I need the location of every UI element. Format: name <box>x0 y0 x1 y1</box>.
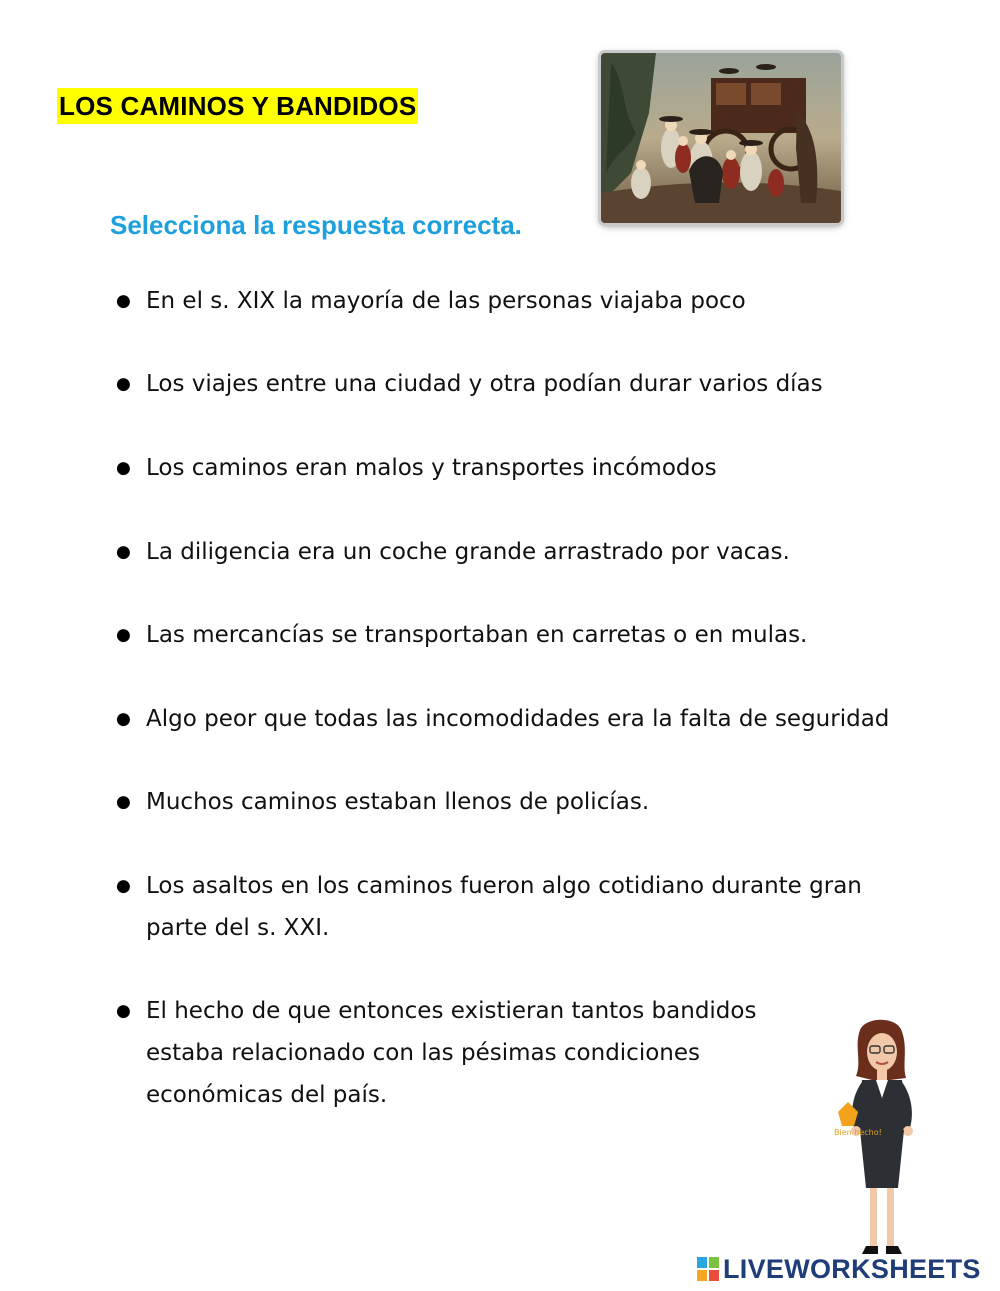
bullet-icon: ● <box>116 792 131 812</box>
statement-item[interactable] <box>116 447 936 489</box>
bullet-icon: ● <box>116 291 131 311</box>
statement-text: En el s. XIX la mayoría de las personas viajaba poco <box>146 288 746 314</box>
bullet-icon: ● <box>116 709 131 729</box>
mascot-badge: Bien hecho! <box>834 1128 882 1137</box>
bullet-icon: ● <box>116 542 131 562</box>
instruction-text: Selecciona la respuesta correcta. <box>110 210 522 240</box>
liveworksheets-logo-icon <box>697 1257 719 1281</box>
teacher-character-icon <box>832 1018 942 1273</box>
bullet-icon: ● <box>116 458 131 478</box>
statement-item[interactable] <box>116 614 936 656</box>
statement-text: Los asaltos en los caminos fueron algo cotidiano durante gran parte del s. XXI. <box>146 873 862 941</box>
statement-text: La diligencia era un coche grande arrastrado por vacas. <box>146 539 790 565</box>
statement-text: El hecho de que entonces existieran tantos bandidos estaba relacionado con las pésimas condiciones económicas del país. <box>146 998 757 1108</box>
statement-text: Los viajes entre una ciudad y otra podían durar varios días <box>146 371 823 397</box>
bullet-icon: ● <box>116 1001 131 1021</box>
historical-painting-image <box>601 53 841 223</box>
page-title: LOS CAMINOS Y BANDIDOS <box>57 88 418 124</box>
bullet-icon: ● <box>116 876 131 896</box>
statement-item[interactable] <box>116 363 936 405</box>
statement-text: Muchos caminos estaban llenos de policías. <box>146 789 650 815</box>
bullet-icon: ● <box>116 374 131 394</box>
statement-item[interactable] <box>116 865 936 949</box>
liveworksheets-logo[interactable] <box>697 1254 981 1284</box>
statement-item[interactable] <box>116 531 936 573</box>
bullet-icon: ● <box>116 625 131 645</box>
statement-item[interactable] <box>116 698 936 740</box>
statement-text: Los caminos eran malos y transportes incómodos <box>146 455 717 481</box>
statement-text: Las mercancías se transportaban en carretas o en mulas. <box>146 622 808 648</box>
statement-text: Algo peor que todas las incomodidades era la falta de seguridad <box>146 706 890 732</box>
statement-item[interactable] <box>116 990 936 1116</box>
logo-text: LIVEWORKSHEETS <box>723 1254 981 1284</box>
statement-item[interactable] <box>116 280 936 322</box>
statement-item[interactable] <box>116 781 936 823</box>
